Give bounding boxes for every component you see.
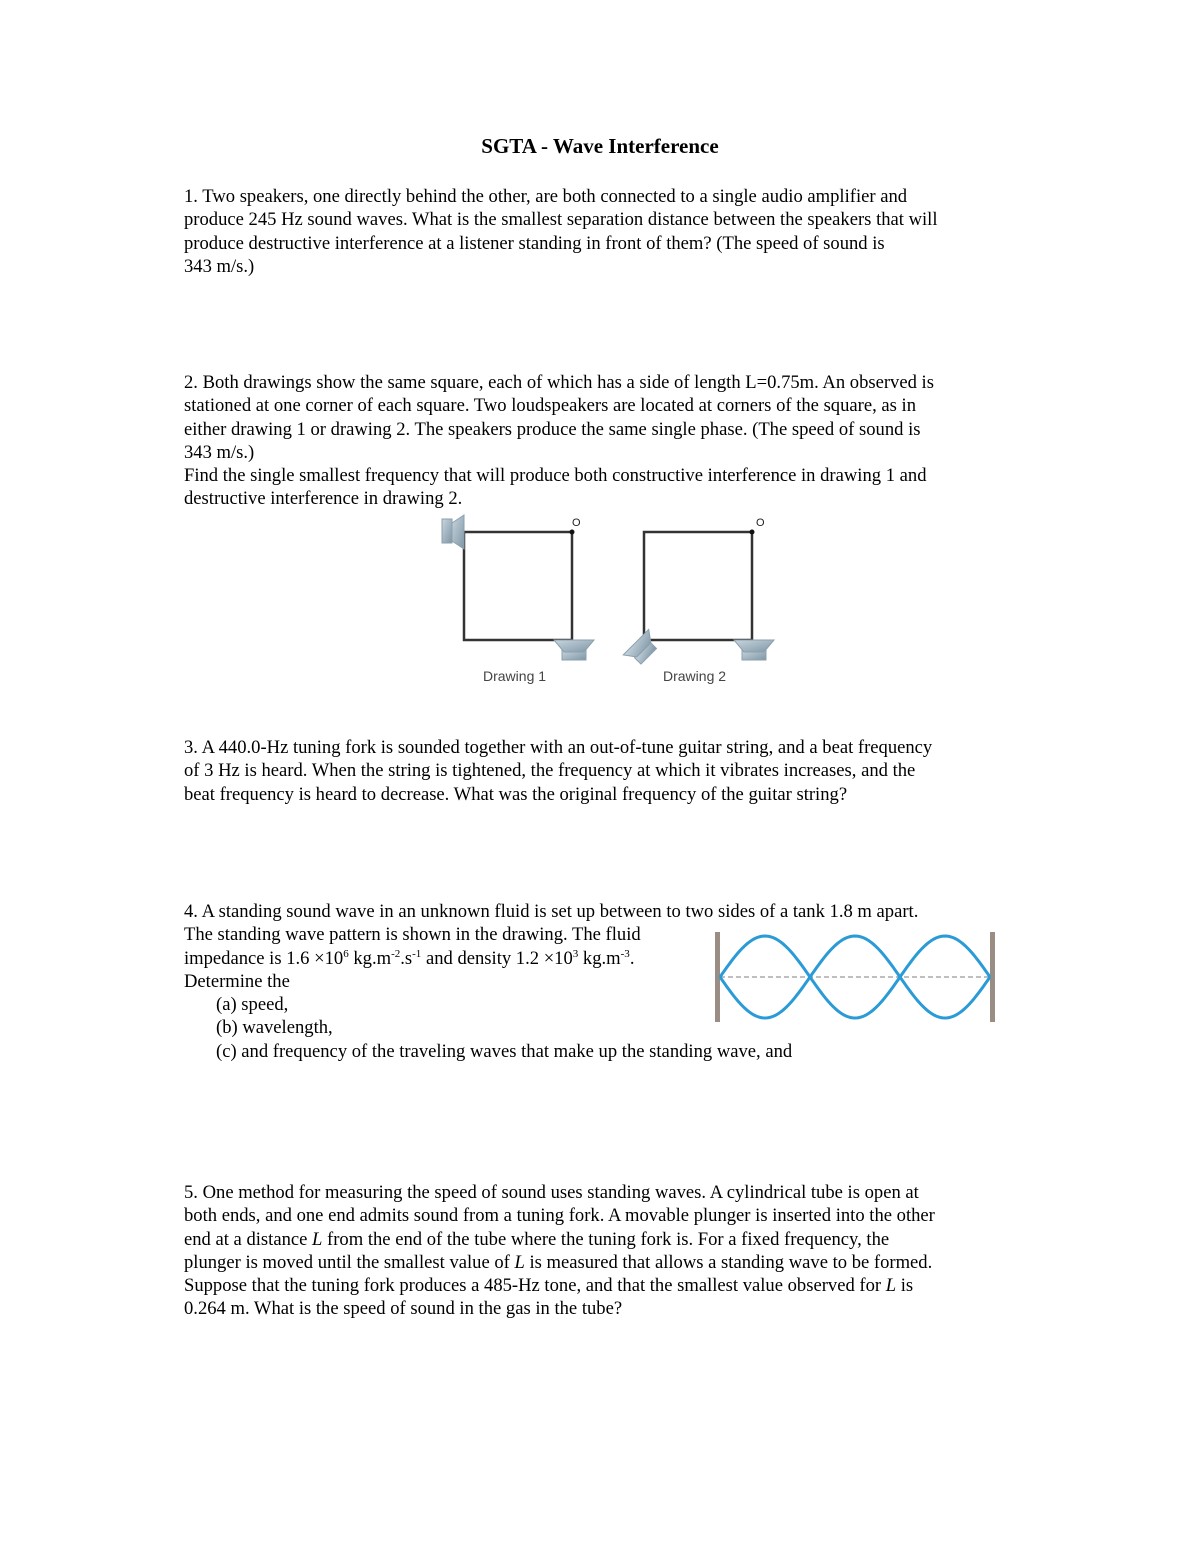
text-line: of 3 Hz is heard. When the string is tightened, the frequency at which it vibrates increases, and the [184,760,916,782]
observer-dot-1 [570,530,575,535]
text-line: 4. A standing sound wave in an unknown fluid is set up between to two sides of a tank 1.8 m apart. [184,901,919,922]
speaker-icon [623,629,662,668]
list-item: (b) wavelength, [216,1017,333,1039]
square-1 [464,532,572,640]
page-title: SGTA - Wave Interference [481,134,719,158]
superscript: 3 [572,947,579,960]
text-line: The standing wave pattern is shown in the drawing. The fluid [184,924,641,946]
drawing-1-label: Drawing 1 [483,668,547,684]
question-2 [184,371,1024,511]
text-line: 0.264 m. What is the speed of sound in the gas in the tube? [184,1298,623,1320]
text-line: both ends, and one end admits sound from a tuning fork. A movable plunger is inserted into the other [184,1205,935,1227]
drawing-2-label: Drawing 2 [663,668,727,684]
text-line: 3. A 440.0-Hz tuning fork is sounded together with an out-of-tune guitar string, and a beat frequency [184,737,933,758]
question-3 [184,736,1024,806]
observer-label-2: O [756,517,765,529]
text-line: beat frequency is heard to decrease. What was the original frequency of the guitar string? [184,783,848,805]
text-fragment: and density 1.2 ×10 [421,947,573,969]
tank-wall-left [715,932,720,1022]
text-line [184,1228,1024,1251]
speaker-icon [442,515,464,549]
list-item: (c) and frequency of the traveling waves that make up the standing wave, and [216,1040,793,1062]
text-fragment: kg.m [348,947,392,969]
text-line: produce 245 Hz sound waves. What is the smallest separation distance between the speakers that will [184,209,938,231]
text-fragment: is measured that allows a standing wave to be formed. [524,1251,933,1273]
text-line: 2. Both drawings show the same square, each of which has a side of length L=0.75m. An observed is [184,372,934,393]
text-line [184,1274,1024,1297]
superscript: -3 [620,947,630,960]
list-item: (a) speed, [216,994,289,1016]
text-line: 1. Two speakers, one directly behind the other, are both connected to a single audio amplifier and [184,186,908,207]
superscript: 6 [343,947,349,960]
superscript: -2 [391,947,401,960]
text-fragment: kg.m [578,947,621,969]
observer-label-1: O [572,517,581,529]
text-line: either drawing 1 or drawing 2. The speakers produce the same single phase. (The speed of sound is [184,418,921,440]
text-fragment: Suppose that the tuning fork produces a 485-Hz tone, and that the smallest value observed for [184,1275,886,1297]
text-line [184,1251,1024,1274]
text-line: 5. One method for measuring the speed of sound uses standing waves. A cylindrical tube is open at [184,1182,919,1203]
text-fragment: is [896,1275,914,1297]
text-line: 343 m/s.) [184,441,255,463]
observer-dot-2 [750,530,755,535]
text-fragment: . [629,947,635,969]
variable-L: L [885,1275,897,1297]
text-fragment: plunger is moved until the smallest value of [184,1251,515,1273]
speaker-icon [554,640,594,660]
standing-wave-figure [712,928,998,1026]
text-fragment: from the end of the tube where the tuning fork is. For a fixed frequency, the [322,1228,890,1250]
text-line: destructive interference in drawing 2. [184,488,463,510]
superscript: -1 [412,947,422,960]
text-line: Find the single smallest frequency that will produce both constructive interference in drawing 1 and [184,465,927,487]
text-fragment: impedance is 1.6 ×10 [184,947,344,969]
speaker-icon [734,640,774,660]
drawing-2 [623,517,774,668]
speaker-drawings-figure [430,505,790,695]
variable-L: L [514,1251,525,1273]
text-fragment: .s [400,947,413,969]
drawing-1 [442,515,594,660]
square-2 [644,532,752,640]
variable-L: L [312,1228,323,1250]
text-line: 343 m/s.) [184,255,255,277]
tank-wall-right [990,932,995,1022]
text-line: produce destructive interference at a listener standing in front of them? (The speed of sound is [184,232,885,254]
text-line: Determine the [184,970,290,992]
question-5 [184,1181,1024,1321]
text-fragment: end at a distance [184,1228,313,1250]
text-line: stationed at one corner of each square. Two loudspeakers are located at corners of the square, as in [184,395,916,417]
question-1 [184,185,1024,278]
